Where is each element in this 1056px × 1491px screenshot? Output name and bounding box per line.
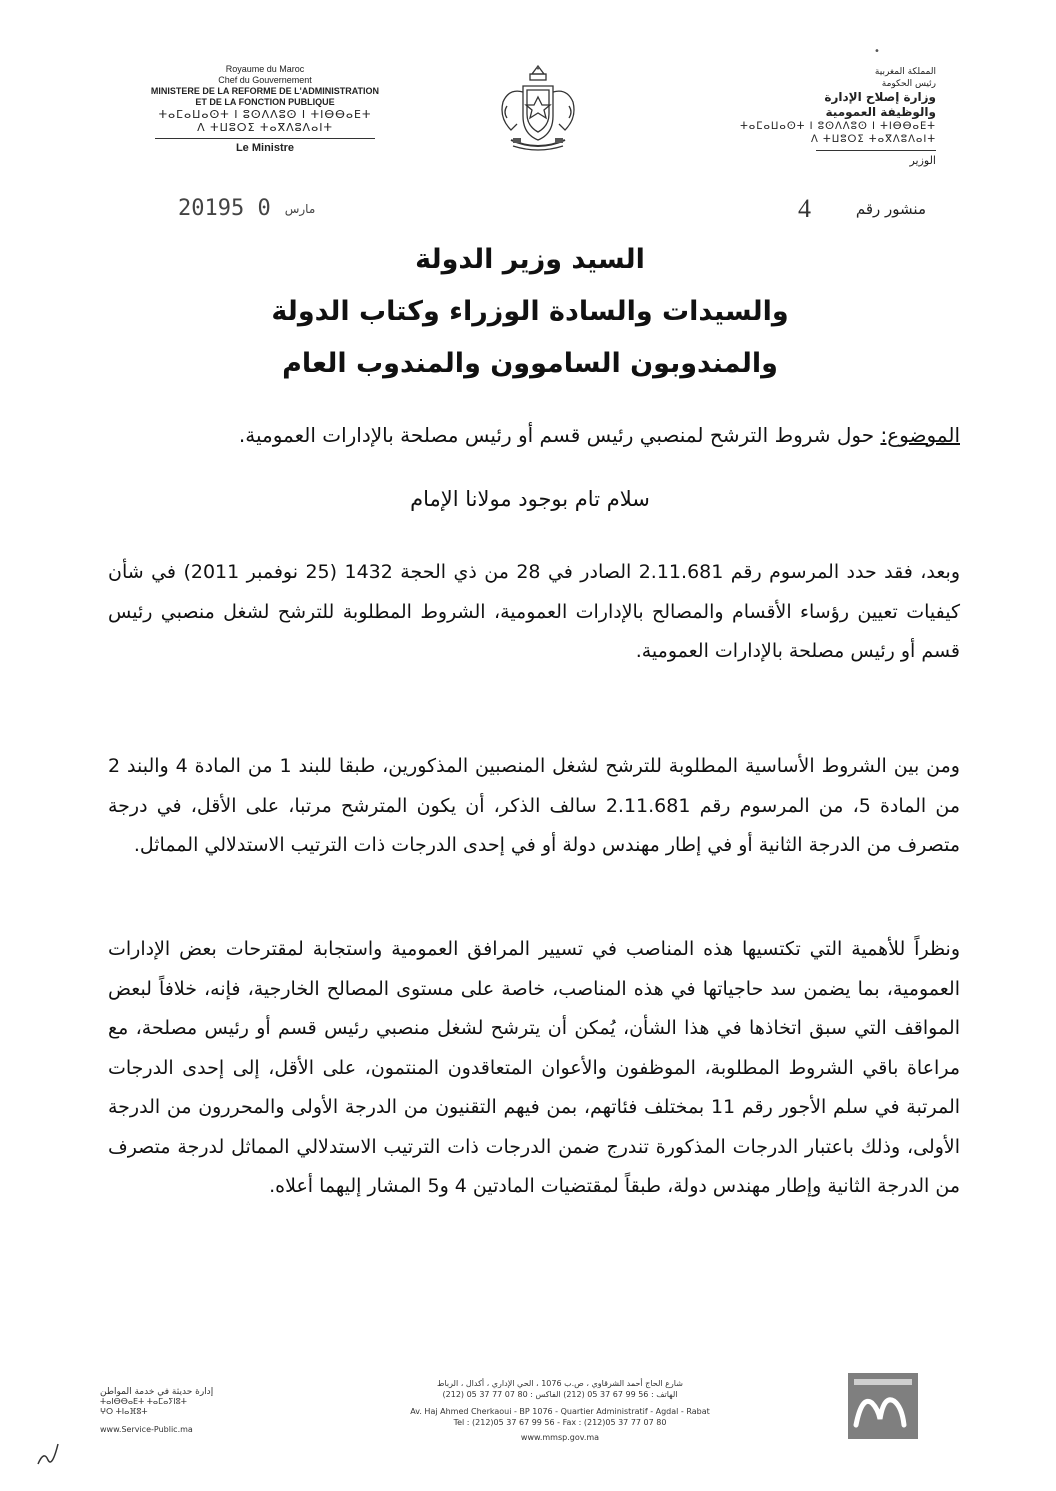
footer-phone-fr: Tel : (212)05 37 67 99 56 - Fax : (212)05 37 77 07 80 (453, 1418, 667, 1427)
date-day: 0 5 (230, 196, 271, 221)
subject-line (140, 423, 960, 447)
head-of-government-fr: Chef du Gouvernement (218, 75, 312, 85)
addressee-line-2: والسيدات والسادة الوزراء وكتاب الدولة (271, 296, 789, 327)
kingdom-fr: Royaume du Maroc (225, 64, 305, 74)
minister-title-ar: الوزير (909, 154, 936, 167)
head-of-government-ar: رئيس الحكومة (881, 79, 936, 89)
kingdom-ar: المملكة المغربية (874, 67, 936, 77)
header-french (120, 64, 410, 154)
corner-dot: • (874, 46, 880, 57)
addressee-line-1: السيد وزير الدولة (415, 244, 645, 275)
ministry-name-ar-2: والوظيفة العمومية (825, 105, 936, 119)
subject-text: حول شروط الترشح لمنصبي رئيس قسم أو رئيس مصلحة بالإدارات العمومية. (238, 423, 881, 447)
minister-title-fr: Le Ministre (235, 142, 295, 154)
paragraph-3: ونظراً للأهمية التي تكتسيها هذه المناصب في تسيير المرافق العمومية واستجابة لمقترحات بعض الإدارات العمومية، بما يضمن سد حاجياتها في هذه المناصب، خاصة على مستوى المصالح الخارجية، فإنه، خلافاً لبعض المواقف التي سبق اتخاذها في هذا الشأن، يُمكن أن يترشح لشغل منصبي رئيس قسم أو رئيس مصلحة، مع مراعاة باقي الشروط المطلوبة، الموظفون والأعوان المتعاقدون المنتمون، على الأقل، إلى إحدى الدرجات المرتبة في سلم الأجور رقم 11 بمختلف فئاتهم، بمن فيهم التقنيون من الدرجة الأولى والمحررون من الدرجة الأولى، وذلك باعتبار الدرجات المذكورة تندرج ضمن الدرجات ذات الترتيب الاستدلالي المماثل لدرجة متصرف من الدرجة الثانية وإطار مهندس دولة، طبقاً لمقتضيات المادتين 4 و5 المشار إليهما أعلاه. (108, 938, 961, 1197)
date-stamp (178, 196, 329, 221)
footer-slogan-tifinagh-1: ⵜⴰⵏⴱⴱⴰⴹⵜ ⵜⴰⵎⴰⵢⵏⵓⵜ (100, 1397, 187, 1406)
addressee-line-3: والمندوبون الساموون والمندوب العام (282, 348, 778, 379)
header-divider (155, 138, 375, 139)
footer-slogan-tifinagh-2: ⵖⵔ ⵜⵏⴰⴼⵓⵜ (100, 1407, 148, 1416)
footer-service-public (100, 1387, 230, 1435)
paragraph-2: ومن بين الشروط الأساسية المطلوبة للترشح لشغل المنصبين المذكورين، طبقا للبند 1 من المادة 4 والبند 2 من المادة 5، من المرسوم رقم 2.11.681 سالف الذكر، أن يكون المترشح مرتبا، على الأقل، في درجة متصرف من الدرجة الثانية أو في إطار مهندس دولة أو في إحدى الدرجات ذات الترتيب الاستدلالي المماثل. (108, 755, 960, 856)
header-arabic (736, 66, 936, 167)
footer-slogan-ar: إدارة حديثة في خدمة المواطن (100, 1387, 214, 1397)
ministry-name-tifinagh-2: ⴷ ⵜⵡⵓⵔⵉ ⵜⴰⴳⴷⵓⴷⴰⵏⵜ (197, 121, 333, 134)
footer-phone-ar: الهاتف : 56 99 67 37 05 (212) الفاكس : 80 07 77 37 05 (212) (442, 1390, 678, 1399)
paragraph-1: وبعد، فقد حدد المرسوم رقم 2.11.681 الصادر في 28 من ذي الحجة 1432 (25 نوفمبر 2011) في شأن كيفيات تعيين رؤساء الأقسام والمصالح بالإدارات العمومية، الشروط المطلوبة للترشح لشغل منصبي رئيس قسم أو رئيس مصلحة بالإدارات العمومية. (108, 561, 960, 662)
footer-address-fr: Av. Haj Ahmed Cherkaoui - BP 1076 - Quartier Administratif - Agdal - Rabat (410, 1407, 710, 1416)
footer-ministry-url[interactable]: www.mmsp.gov.ma (520, 1433, 600, 1442)
initials-mark-icon (34, 1440, 64, 1470)
ministry-name-fr-2: ET DE LA FONCTION PUBLIQUE (195, 97, 335, 107)
date-year: 2019 (178, 196, 231, 221)
ministry-logo-icon (848, 1373, 918, 1439)
header-divider-ar (816, 150, 936, 151)
footer-service-public-url[interactable]: www.Service-Public.ma (100, 1425, 193, 1434)
date-month: مارس (284, 202, 316, 216)
footer-address (395, 1378, 725, 1443)
subject-label: الموضوع: (880, 423, 960, 447)
footer-address-ar: شارع الحاج أحمد الشرقاوي ، ص.ب 1076 ، الحي الإداري ، أكدال ، الرباط (437, 1379, 683, 1388)
ministry-name-tifinagh-ar-1: ⵜⴰⵎⴰⵡⴰⵙⵜ ⵏ ⵓⵙⴷⴷⵓⵙ ⵏ ⵜⵏⴱⴱⴰⴹⵜ (740, 121, 936, 132)
coat-of-arms-icon (493, 62, 583, 157)
ministry-name-fr-1: MINISTERE DE LA REFORME DE L'ADMINISTRATION (150, 86, 380, 96)
circular-number-label: منشور رقم (855, 200, 926, 218)
ministry-name-tifinagh-ar-2: ⴷ ⵜⵡⵓⵔⵉ ⵜⴰⴳⴷⵓⴷⴰⵏⵜ (811, 134, 936, 145)
ministry-name-tifinagh-1: ⵜⴰⵎⴰⵡⴰⵙⵜ ⵏ ⵓⵙⴷⴷⵓⵙ ⵏ ⵜⵏⴱⴱⴰⴹⵜ (158, 108, 372, 121)
greeting: سلام تام بوجود مولانا الإمام (410, 487, 650, 511)
circular-number: 4 (798, 194, 811, 223)
ministry-name-ar-1: وزارة إصلاح الإدارة (824, 90, 936, 104)
